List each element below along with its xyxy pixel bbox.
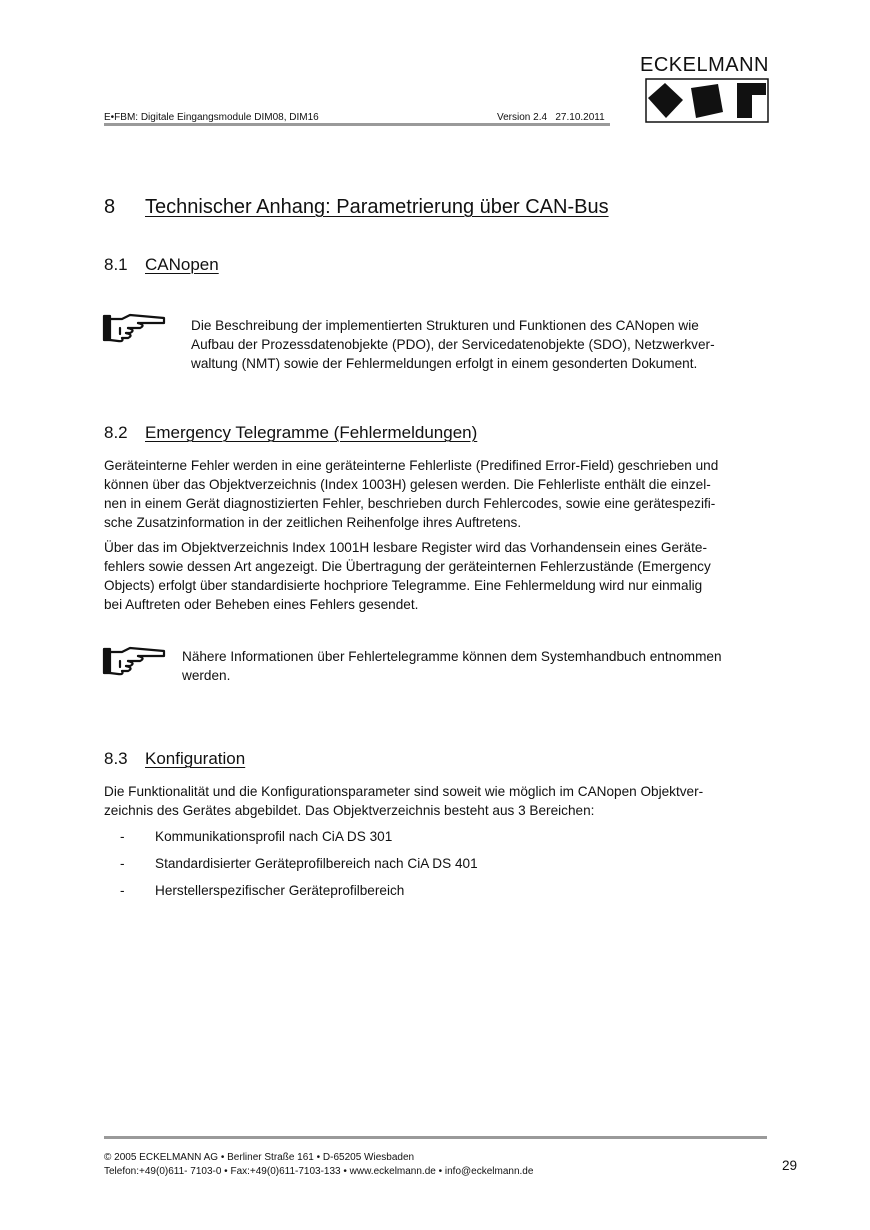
text-line: Objects) erfolgt über standardisierte hochpriore Telegramme. Eine Fehlermeldung wird nur einmalig [104,578,703,593]
text-line: Über das im Objektverzeichnis Index 1001H lesbare Register wird das Vorhandensein eines Geräte- [104,540,707,555]
section-title: Emergency Telegramme (Fehlermeldungen) [145,423,478,442]
section-heading-8 [104,196,609,219]
text-line: nen in einem Gerät diagnostizierten Fehler, beschrieben durch Fehlercodes, sowie eine gerätespezifi- [104,496,716,511]
configuration-areas-list [120,827,720,908]
logo-wordmark: ECKELMANN [640,54,769,76]
bullet-dash: - [120,883,125,898]
text-line: zeichnis des Gerätes abgebildet. Das Objektverzeichnis besteht aus 3 Bereichen: [104,803,595,818]
text-line: können über das Objektverzeichnis (Index 1003H) gelesen werden. Die Fehlerliste enthält die einzel- [104,477,711,492]
list-item-text: Standardisierter Geräteprofilbereich nach CiA DS 401 [155,856,478,871]
note-line: Nähere Informationen über Fehlertelegramme können dem Systemhandbuch entnommen [182,649,722,664]
section-heading-8-2 [104,423,477,443]
running-header-version: Version 2.4 27.10.2011 [497,112,605,123]
section-number: 8.1 [104,255,128,274]
list-item [120,854,720,881]
note-line: waltung (NMT) sowie der Fehlermeldungen erfolgt in einem gesonderten Dokument. [191,356,698,371]
running-header-title: E•FBM: Digitale Eingangsmodule DIM08, DIM16 [104,112,319,123]
pointing-hand-icon [102,312,168,344]
list-item-text: Kommunikationsprofil nach CiA DS 301 [155,829,393,844]
footer-address: © 2005 ECKELMANN AG • Berliner Straße 161 • D-65205 Wiesbaden [104,1152,415,1163]
bullet-dash: - [120,856,125,871]
text-line: Geräteinterne Fehler werden in eine geräteinterne Fehlerliste (Predifined Error-Field) geschrieben und [104,458,719,473]
section-heading-8-1 [104,255,219,275]
note-canopen [191,316,761,373]
eckelmann-logo-icon [645,78,769,123]
text-line: Die Funktionalität und die Konfigurationsparameter sind soweit wie möglich im CANopen Objektver- [104,784,704,799]
section-number: 8.2 [104,423,128,442]
section-title: CANopen [145,255,219,274]
list-item [120,827,720,854]
text-line: bei Auftreten oder Beheben eines Fehlers gesendet. [104,597,419,612]
note-error-telegrams [182,647,772,685]
section-number: 8 [104,196,116,218]
bullet-dash: - [120,829,125,844]
list-item [120,881,720,908]
section-number: 8.3 [104,749,128,768]
text-line: fehlers sowie dessen Art angezeigt. Die Übertragung der geräteinternen Fehlerzustände (Emergency [104,559,711,574]
text-line: sche Zusatzinformation in der zeitlichen Reihenfolge ihres Auftretens. [104,515,522,530]
list-item-text: Herstellerspezifischer Geräteprofilbereich [155,883,405,898]
note-line: werden. [182,668,231,683]
header-rule [104,123,610,126]
footer-rule [104,1136,767,1139]
footer-contact: Telefon:+49(0)611- 7103-0 • Fax:+49(0)611-7103-133 • www.eckelmann.de • info@eckelmann.de [104,1166,534,1177]
page-number: 29 [782,1158,798,1173]
note-line: Die Beschreibung der implementierten Strukturen und Funktionen des CANopen wie [191,318,699,333]
section-title: Konfiguration [145,749,246,768]
paragraph-error-register [104,538,774,614]
section-title: Technischer Anhang: Parametrierung über CAN-Bus [145,196,609,218]
pointing-hand-icon [102,645,168,677]
paragraph-error-list [104,456,774,532]
section-heading-8-3 [104,749,245,769]
note-line: Aufbau der Prozessdatenobjekte (PDO), der Servicedatenobjekte (SDO), Netzwerkver- [191,337,715,352]
paragraph-configuration [104,782,774,820]
